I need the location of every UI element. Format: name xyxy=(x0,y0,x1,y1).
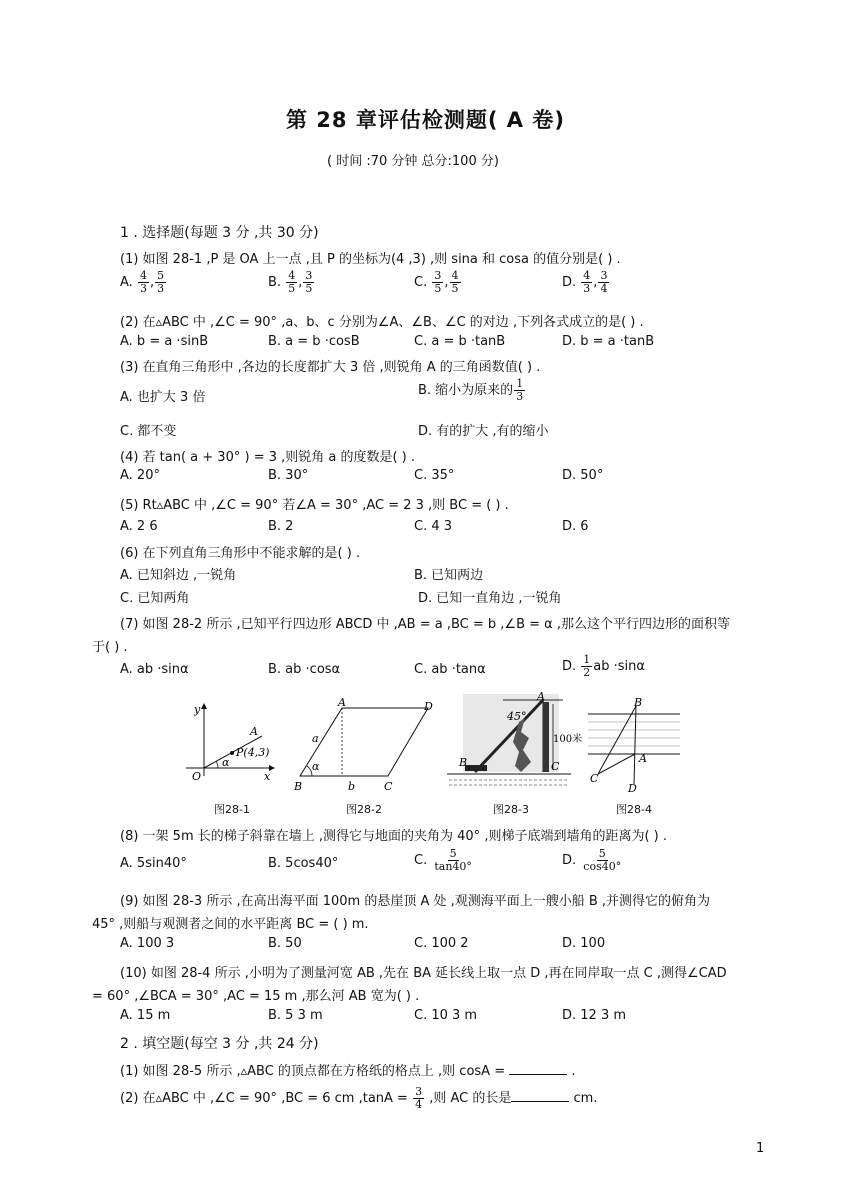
fig2-a-side: a xyxy=(312,732,319,745)
q5-stem: (5) Rt▵ABC 中 ,∠C = 90° 若∠A = 30° ,AC = 2 3 ,则 BC = ( ) . xyxy=(120,498,509,513)
q10-option-b: B. 5 3 m xyxy=(268,1008,323,1023)
answer-blank[interactable] xyxy=(509,1062,567,1075)
q8-option-c: C. $\frac{5}{\tan 40^\circ}$ xyxy=(414,847,472,873)
figure-28-1-caption: 图28-1 xyxy=(214,803,250,816)
fig1-x-label: x xyxy=(264,770,271,783)
q9-option-b: B. 50 xyxy=(268,936,302,951)
fig3-a-point: A xyxy=(537,690,545,703)
figure-28-4-caption: 图28-4 xyxy=(616,803,652,816)
exam-info: ( 时间 :70 分钟 总分:100 分) xyxy=(327,154,499,169)
fig3-angle-label: 45° xyxy=(507,710,527,723)
q6-option-d: D. 已知一直角边 ,一锐角 xyxy=(418,591,562,606)
q2-option-c: C. a = b ·tanB xyxy=(414,334,506,349)
figure-28-3 xyxy=(443,690,583,792)
q6-option-a: A. 已知斜边 ,一锐角 xyxy=(120,568,237,583)
q8-option-d: D. $\frac{5}{\cos 40^\circ}$ xyxy=(562,847,622,873)
q3-option-b: B. 缩小为原来的 $\frac{1}{3}$ xyxy=(418,377,524,403)
figure-28-3-caption: 图28-3 xyxy=(493,803,529,816)
q5-option-d: D. 6 xyxy=(562,519,589,534)
q1-option-c: C. $\frac{3}{5}$ , $\frac{4}{5}$ xyxy=(414,269,459,295)
fig1-p-label: P(4,3) xyxy=(236,746,270,759)
fig4-d-point: D xyxy=(628,782,637,795)
fig1-a-label: A xyxy=(250,725,258,738)
q7-option-d: D. $\frac{1}{2}$ ab ·sinα xyxy=(562,653,645,679)
q8-option-b: B. 5cos40° xyxy=(268,856,339,871)
section-heading-choice: 1 . 选择题(每题 3 分 ,共 30 分) xyxy=(120,225,319,241)
q10-stem-continued: = 60° ,∠BCA = 30° ,AC = 15 m ,那么河 AB 宽为( ) . xyxy=(92,989,420,1004)
q5-option-b: B. 2 xyxy=(268,519,294,534)
q9-option-c: C. 100 2 xyxy=(414,936,469,951)
q4-option-a: A. 20° xyxy=(120,468,160,483)
q4-option-c: C. 35° xyxy=(414,468,455,483)
q7-option-c: C. ab ·tanα xyxy=(414,662,486,677)
fig1-y-label: y xyxy=(194,703,201,716)
q4-option-b: B. 30° xyxy=(268,468,309,483)
q7-option-b: B. ab ·cosα xyxy=(268,662,341,677)
q2-option-b: B. a = b ·cosB xyxy=(268,334,360,349)
fig3-height-label: 100米 xyxy=(553,734,583,745)
figure-28-2-caption: 图28-2 xyxy=(346,803,382,816)
q10-option-d: D. 12 3 m xyxy=(562,1008,627,1023)
fig2-d-point: D xyxy=(424,700,433,713)
q6-option-c: C. 已知两角 xyxy=(120,591,190,606)
fig2-alpha-label: α xyxy=(312,760,320,773)
q10-option-c: C. 10 3 m xyxy=(414,1008,478,1023)
q1-option-b: B. $\frac{4}{5}$ , $\frac{3}{5}$ xyxy=(268,269,313,295)
q6-stem: (6) 在下列直角三角形中不能求解的是( ) . xyxy=(120,546,361,561)
fig4-a-point: A xyxy=(639,752,647,765)
q10-stem: (10) 如图 28-4 所示 ,小明为了测量河宽 AB ,先在 BA 延长线上取一点 D ,再在同岸取一点 C ,测得∠CAD xyxy=(120,966,727,981)
q3-option-c: C. 都不变 xyxy=(120,424,177,439)
fig2-a-point: A xyxy=(338,696,346,709)
q7-option-a: A. ab ·sinα xyxy=(120,662,189,677)
q7-stem: (7) 如图 28-2 所示 ,已知平行四边形 ABCD 中 ,AB = a ,BC = b ,∠B = α ,那么这个平行四边形的面积等 xyxy=(120,617,730,632)
figure-28-4 xyxy=(584,698,684,794)
q4-stem: (4) 若 tan( a + 30° ) = 3 ,则锐角 a 的度数是( ) . xyxy=(120,450,416,465)
page-title: 第 28 章评估检测题( A 卷) xyxy=(286,108,565,132)
fig1-alpha-label: α xyxy=(222,756,230,769)
q1-stem: (1) 如图 28-1 ,P 是 OA 上一点 ,且 P 的坐标为(4 ,3) ,则 sina 和 cosa 的值分别是( ) . xyxy=(120,252,621,267)
q2-option-d: D. b = a ·tanB xyxy=(562,334,655,349)
fig4-b-point: B xyxy=(634,696,643,709)
fig2-b-point: B xyxy=(294,780,303,793)
fig4-c-point: C xyxy=(590,772,599,785)
q6-option-b: B. 已知两边 xyxy=(414,568,484,583)
fill-q1: (1) 如图 28-5 所示 ,▵ABC 的顶点都在方格纸的格点上 ,则 cosA = . xyxy=(120,1064,576,1079)
q1-option-a: A. $\frac{4}{3}$ , $\frac{5}{3}$ xyxy=(120,269,165,295)
q1-option-d: D. $\frac{4}{3}$ , $\frac{3}{4}$ xyxy=(562,269,608,295)
fig1-origin-label: O xyxy=(192,770,202,783)
fig3-b-point: B xyxy=(459,756,468,769)
q9-stem-continued: 45° ,则船与观测者之间的水平距离 BC = ( ) m. xyxy=(92,917,369,932)
q2-option-a: A. b = a ·sinB xyxy=(120,334,209,349)
page-number: 1 xyxy=(756,1141,765,1156)
fig2-c-point: C xyxy=(384,780,393,793)
q10-option-a: A. 15 m xyxy=(120,1008,171,1023)
q8-option-a: A. 5sin40° xyxy=(120,856,187,871)
q7-stem-continued: 于( ) . xyxy=(92,640,128,655)
q5-option-a: A. 2 6 xyxy=(120,519,158,534)
figure-28-2 xyxy=(290,698,440,794)
q9-option-a: A. 100 3 xyxy=(120,936,175,951)
q3-option-a: A. 也扩大 3 倍 xyxy=(120,390,206,405)
q2-stem: (2) 在▵ABC 中 ,∠C = 90° ,a、b、c 分别为∠A、∠B、∠C 的对边 ,下列各式成立的是( ) . xyxy=(120,315,644,330)
q9-option-d: D. 100 xyxy=(562,936,606,951)
answer-blank[interactable] xyxy=(511,1089,569,1102)
fill-q2: (2) 在▵ABC 中 ,∠C = 90° ,BC = 6 cm ,tanA = $\frac{3}{4}$ ,则 AC 的长是 cm. xyxy=(120,1085,598,1111)
q3-option-d: D. 有的扩大 ,有的缩小 xyxy=(418,424,549,439)
q4-option-d: D. 50° xyxy=(562,468,604,483)
figure-28-1 xyxy=(178,700,278,790)
q9-stem: (9) 如图 28-3 所示 ,在高出海平面 100m 的悬崖顶 A 处 ,观测海平面上一艘小船 B ,并测得它的俯角为 xyxy=(120,894,711,909)
fig2-b-side: b xyxy=(348,780,356,793)
q3-stem: (3) 在直角三角形中 ,各边的长度都扩大 3 倍 ,则锐角 A 的三角函数值( ) . xyxy=(120,360,541,375)
section-heading-fill: 2 . 填空题(每空 3 分 ,共 24 分) xyxy=(120,1036,319,1052)
q8-stem: (8) 一架 5m 长的梯子斜靠在墙上 ,测得它与地面的夹角为 40° ,则梯子底端到墙角的距离为( ) . xyxy=(120,829,667,844)
q5-option-c: C. 4 3 xyxy=(414,519,453,534)
fig3-c-point: C xyxy=(551,760,560,773)
